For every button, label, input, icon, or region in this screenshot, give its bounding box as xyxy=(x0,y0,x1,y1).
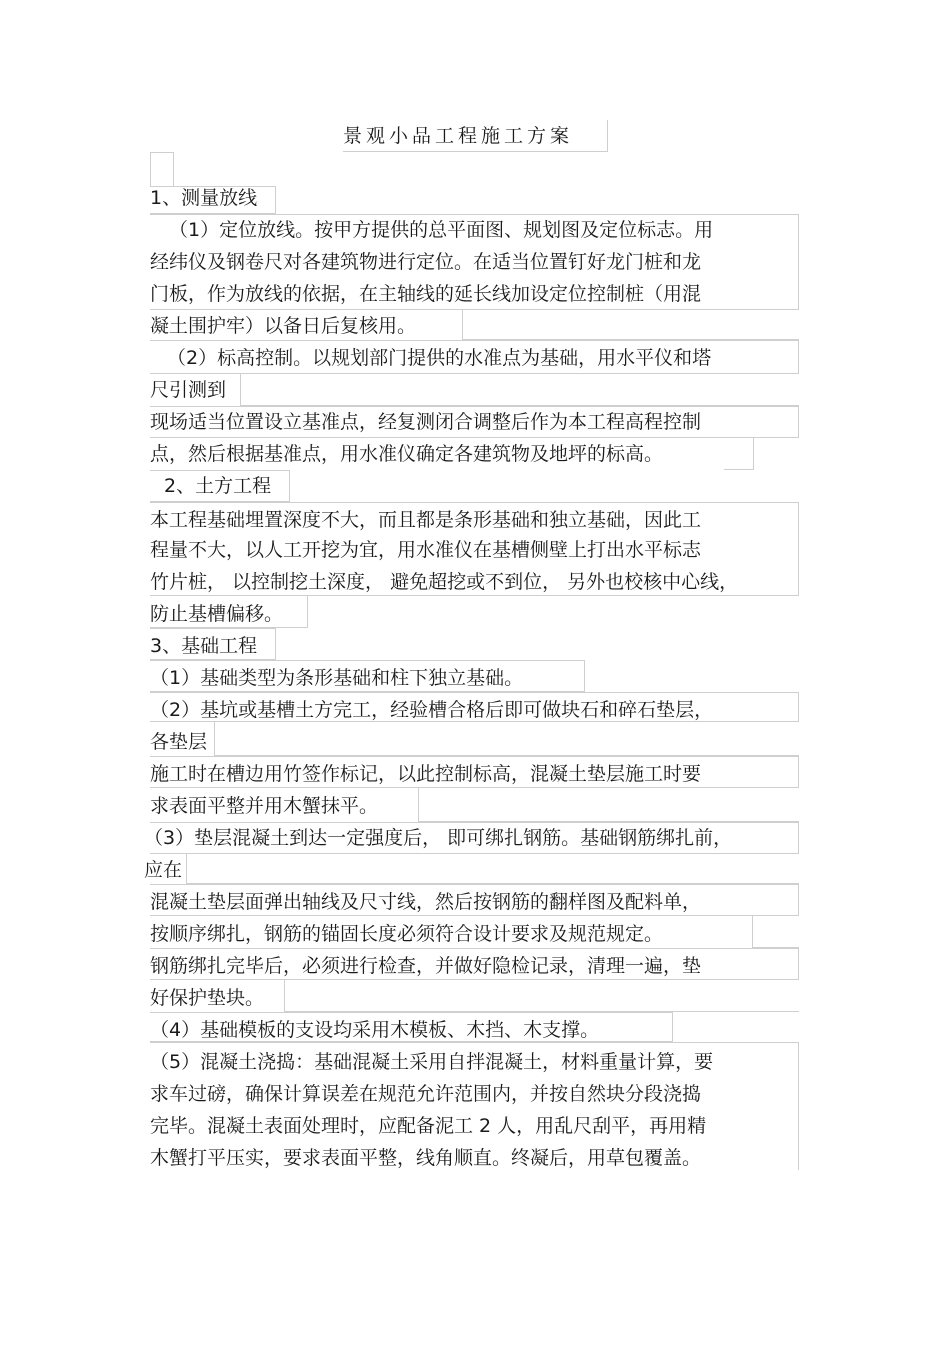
text-line: （1）定位放线。按甲方提供的总平面图、规划图及定位标志。用 xyxy=(169,219,714,241)
frame-box xyxy=(240,374,799,406)
text-line: （2）基坑或基槽土方完工，经验槽合格后即可做块石和碎石垫层， xyxy=(150,699,714,721)
text-line: （3）垫层混凝土到达一定强度后， 即可绑扎钢筋。基础钢筋绑扎前， xyxy=(144,827,733,849)
frame-box xyxy=(284,980,799,1012)
text-line: 凝土围护牢）以备日后复核用。 xyxy=(150,315,417,337)
text-line: （2）标高控制。以规划部门提供的水准点为基础，用水平仪和塔 xyxy=(167,347,712,369)
text-line: 按顺序绑扎，钢筋的锚固长度必须符合设计要求及规范规定。 xyxy=(150,923,664,945)
frame-box xyxy=(752,916,799,948)
text-line: 求表面平整并用木蟹抹平。 xyxy=(150,795,379,817)
frame-box xyxy=(150,152,174,186)
text-line: 竹片桩， 以控制挖土深度， 避免超挖或不到位， 另外也校核中心线， xyxy=(150,571,739,593)
text-line: （5）混凝土浇捣：基础混凝土采用自拌混凝土，材料重量计算，要 xyxy=(150,1051,714,1073)
text-line: 钢筋绑扎完毕后，必须进行检查，并做好隐检记录，清理一遍，垫 xyxy=(150,955,702,977)
text-line: 各垫层 xyxy=(150,731,208,753)
text-line: 门板，作为放线的依据，在主轴线的延长线加设定位控制桩（用混 xyxy=(150,283,702,305)
text-line: 3、基础工程 xyxy=(150,635,258,657)
text-line: 施工时在槽边用竹签作标记，以此控制标高，混凝土垫层施工时要 xyxy=(150,763,702,785)
frame-box xyxy=(186,854,799,884)
text-line: 经纬仪及钢卷尺对各建筑物进行定位。在适当位置钉好龙门桩和龙 xyxy=(150,251,702,273)
text-line: 防止基槽偏移。 xyxy=(150,603,284,625)
text-line: 混凝土垫层面弹出轴线及尺寸线，然后按钢筋的翻样图及配料单， xyxy=(150,891,702,913)
text-line: 应在 xyxy=(144,859,183,881)
text-line: 程量不大，以人工开挖为宜，用水准仪在基槽侧壁上打出水平标志 xyxy=(150,539,702,561)
text-line: 尺引测到 xyxy=(150,379,227,401)
text-line: 好保护垫块。 xyxy=(150,987,265,1009)
text-line: （4）基础模板的支设均采用木模板、木挡、木支撑。 xyxy=(150,1019,600,1041)
frame-box xyxy=(214,722,799,756)
text-line: 1、测量放线 xyxy=(150,187,258,209)
text-line: （1）基础类型为条形基础和柱下独立基础。 xyxy=(150,667,524,689)
text-line: 木蟹打平压实，要求表面平整，线角顺直。终凝后，用草包覆盖。 xyxy=(150,1147,702,1169)
document-title: 景观小品工程施工方案 xyxy=(343,120,608,152)
text-line: 本工程基础埋置深度不大，而且都是条形基础和独立基础，因此工 xyxy=(150,509,702,531)
text-line: 求车过磅，确保计算误差在规范允许范围内，并按自然块分段浇捣 xyxy=(150,1083,702,1105)
frame-box xyxy=(724,438,754,470)
frame-box xyxy=(462,310,799,340)
text-line: 完毕。混凝土表面处理时，应配备泥工 2 人，用乱尺刮平，再用精 xyxy=(150,1115,707,1137)
text-line: 现场适当位置设立基准点，经复测闭合调整后作为本工程高程控制 xyxy=(150,411,702,433)
frame-box xyxy=(418,788,799,822)
text-line: 2、土方工程 xyxy=(164,475,272,497)
text-line: 点，然后根据基准点，用水准仪确定各建筑物及地坪的标高。 xyxy=(150,443,664,465)
